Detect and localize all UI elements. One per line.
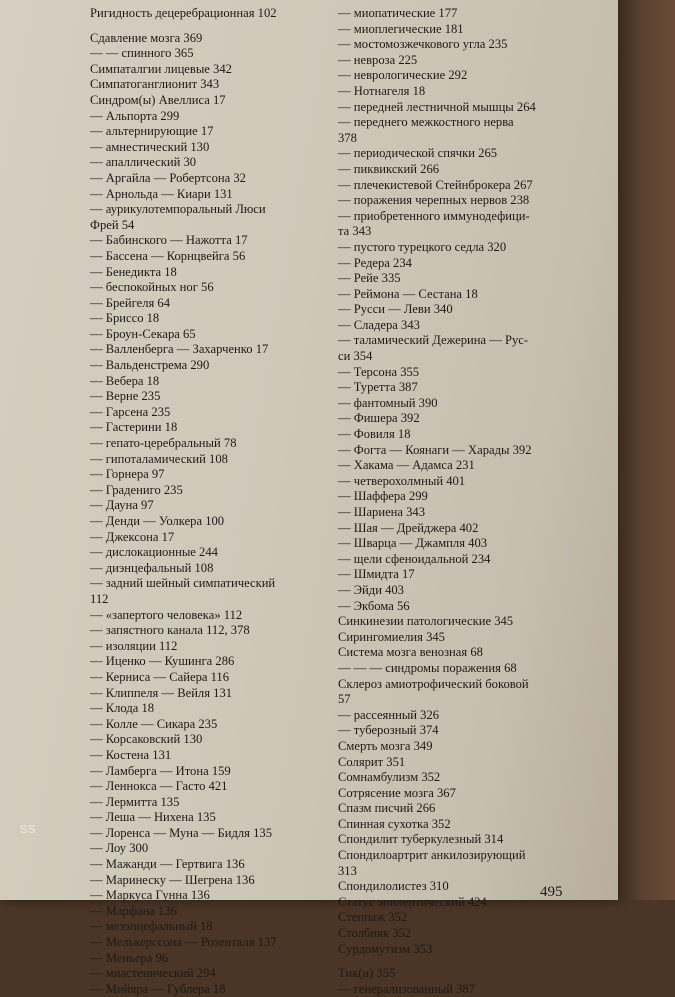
index-entry: — Ламберга — Итона 159 [90,763,231,778]
index-entry: Сотрясение мозга 367 [338,785,456,800]
index-entry: — Колле — Сикара 235 [90,716,218,731]
index-entry: Ригидность децеребрационная 102 [90,6,277,20]
index-entry: — Клиппеля — Вейля 131 [90,685,233,700]
index-entry: — пустого турецкого седла 320 [338,239,507,254]
index-entry: Спинная сухотка 352 [338,816,451,831]
index-entry: — Брейгеля 64 [90,295,171,310]
index-entry: — Лермитта 135 [90,794,180,809]
index-entry: Столбняк 352 [338,926,412,941]
index-entry: Фрей 54 [90,217,135,232]
index-entry: — апаллический 30 [90,155,197,170]
index-entry: — аурикулотемпоральный Люси [90,202,266,217]
index-entry: — Марфана 136 [90,903,177,918]
index-entry [338,957,582,966]
index-entry: — переднего межкостного нерва [338,115,514,130]
index-entry: — Фогта — Коянаги — Харады 392 [338,442,532,457]
index-entry: — Шварца — Джампля 403 [338,536,488,551]
index-entry: — щели сфеноидальной 234 [338,551,491,566]
index-entry: — Лоу 300 [90,841,149,856]
index-entry: — периодической спячки 265 [338,146,498,161]
index-entry: — Альпорта 299 [90,108,180,123]
index-entry: — задний шейный симпатический [90,576,276,591]
index-entry: — Сладера 343 [338,317,420,332]
index-entry: — пиквикский 266 [338,161,440,176]
index-entry: Синкинезии патологические 345 [338,614,514,629]
index-entry: — Шая — Дрейджера 402 [338,520,479,535]
index-entry: — дислокационные 244 [90,545,218,560]
index-entry: — таламический Дежерина — Рус- [338,333,529,348]
book-edge [618,0,675,900]
index-entry: — туберозный 374 [338,723,439,738]
index-entry: — диэнцефальный 108 [90,560,214,575]
index-entry: Синдром(ы) Авеллиса 17 [90,92,226,107]
index-entry: — Нотнагеля 18 [338,83,426,98]
index-entry: Сурдомутизм 353 [338,941,433,956]
index-entry: — — спинного 365 [90,46,194,61]
index-entry: — Джексона 17 [90,529,175,544]
index-entry: Симпатоганглионит 343 [90,77,220,92]
index-entry: — Мажанди — Гертвига 136 [90,857,245,872]
index-entry: — Шариена 343 [338,505,426,519]
index-entry: Солярит 351 [338,754,406,769]
index-entry: — генерализованный 387 [338,981,475,996]
index-entry: Смерть мозга 349 [338,738,433,753]
index-entry: Спондилолистез 310 [338,879,449,894]
index-entry: — Русси — Леви 340 [338,302,453,317]
page-number: 495 [540,884,563,900]
index-entry: — Клода 18 [90,701,155,716]
index-entry: Тик(и) 355 [338,966,396,981]
index-entry: Сирингомиелия 345 [338,629,445,644]
index-column-left [90,6,326,997]
index-entry: — Реймона — Сестана 18 [338,286,478,301]
index-entry: — альтернирующие 17 [90,124,214,139]
index-entry: — Рейе 335 [338,271,401,286]
index-entry: — неврологические 292 [338,68,468,83]
index-entry: — Вебера 18 [90,373,160,388]
index-entry: — Леннокса — Гасто 421 [90,779,228,794]
index-entry: — Аргайла — Робертсона 32 [90,170,246,185]
index-entry: — Бриссо 18 [90,311,160,326]
index-entry: Симпаталгии лицевые 342 [90,61,232,76]
index-entry: Степпаж 352 [338,910,408,925]
index-entry: Спондилит туберкулезный 314 [338,832,504,847]
index-entry: — Терсона 355 [338,364,420,379]
index-entry: 112 [90,591,109,606]
index-entry: — Валленберга — Захарченко 17 [90,342,269,357]
index-entry: — Вальденстрема 290 [90,358,210,373]
index-entry: — гипоталамический 108 [90,451,228,466]
index-entry: та 343 [338,224,372,239]
index-entry: — Маркуса Гунна 136 [90,888,210,903]
index-entry: — Маринеску — Шегрена 136 [90,872,255,887]
index-entry: — Градениго 235 [90,482,183,497]
index-entry: — Бенедикта 18 [90,264,177,279]
index-entry: — плечекистевой Стейнброкера 267 [338,177,533,192]
index-entry: Сдавление мозга 369 [90,30,203,45]
index-column-right [338,6,582,997]
index-entry: — Хакама — Адамса 231 [338,458,475,473]
index-entry: — Дауна 97 [90,498,154,513]
index-entry: — Горнера 97 [90,467,165,482]
index-entry: Сомнамбулизм 352 [338,770,441,785]
index-entry: — передней лестничной мышцы 264 [338,99,536,114]
index-entry: — миастенический 294 [90,966,216,981]
index-entry: Система мозга венозная 68 [338,645,483,660]
index-entry [90,22,326,31]
index-entry: 313 [338,863,357,878]
index-entry: — изоляции 112 [90,638,178,653]
index-entry: — Арнольда — Киари 131 [90,186,233,201]
index-entry: — амнестический 130 [90,139,210,154]
index-entry: — Бассена — Корнцвейга 56 [90,248,246,263]
index-entry: — Керниса — Сайера 116 [90,669,230,684]
index-entry: — Шаффера 299 [338,489,428,504]
index-entry: — рассеянный 326 [338,707,440,722]
index-entry: — беспокойных ног 56 [90,280,214,295]
index-entry: си 354 [338,349,373,364]
index-entry: — Гастерини 18 [90,420,178,435]
index-entry: — Броун-Секара 65 [90,326,196,341]
index-entry: — Корсаковский 130 [90,732,203,747]
index-entry: — Туретта 387 [338,380,418,395]
index-entry: — гепато-церебральный 78 [90,436,237,451]
watermark: ss [20,820,36,837]
index-entry: — поражения черепных нервов 238 [338,193,530,208]
index-entry: — Верне 235 [90,389,161,404]
index-entry: 57 [338,692,351,707]
index-entry: — Костена 131 [90,747,172,762]
index-entry: — Гарсена 235 [90,404,171,419]
index-entry: — мостомозжечкового угла 235 [338,37,508,52]
index-entry: — Леша — Нихена 135 [90,810,216,825]
index-entry: — Денди — Уолкера 100 [90,514,225,528]
index-entry: Спазм писчий 266 [338,801,436,816]
index-entry: — Шмидта 17 [338,567,415,582]
index-entry: — мезэнцефальный 18 [90,919,213,934]
index-entry: 378 [338,130,357,145]
index-entry: — миоплегические 181 [338,21,464,36]
index-entry: — Редера 234 [338,255,412,270]
index-entry: — Экбома 56 [338,598,410,613]
index-entry: — Мелькерссона — Розенталя 137 [90,935,277,950]
index-entry: — Меньера 96 [90,950,169,965]
index-entry: — запястного канала 112, 378 [90,623,250,638]
index-entry: — — — синдромы поражения 68 [338,660,517,675]
index-entry: — четверохолмный 401 [338,473,466,488]
index-entry: — Фишера 392 [338,411,420,426]
index-entry: — Бабинского — Нажотта 17 [90,233,248,248]
index-entry: — приобретенного иммунодефици- [338,208,530,223]
index-entry: — миопатические 177 [338,6,458,20]
index-entry: — Иценко — Кушинга 286 [90,654,235,669]
index-entry: Склероз амиотрофический боковой [338,676,529,691]
index-entry: Спондилоартрит анкилозирующий [338,848,526,863]
index-entry: — фантомный 390 [338,395,438,410]
index-entry: — «запертого человека» 112 [90,607,243,622]
index-entry: — невроза 225 [338,52,418,67]
index-entry: — Лоренса — Муна — Бидля 135 [90,825,273,840]
index-entry: — Фовиля 18 [338,427,411,442]
index-entry: — Эйди 403 [338,582,404,597]
index-entry: Статус эпилептический 424 [338,894,487,909]
index-entry: — Мийяра — Гублера 18 [90,981,226,996]
